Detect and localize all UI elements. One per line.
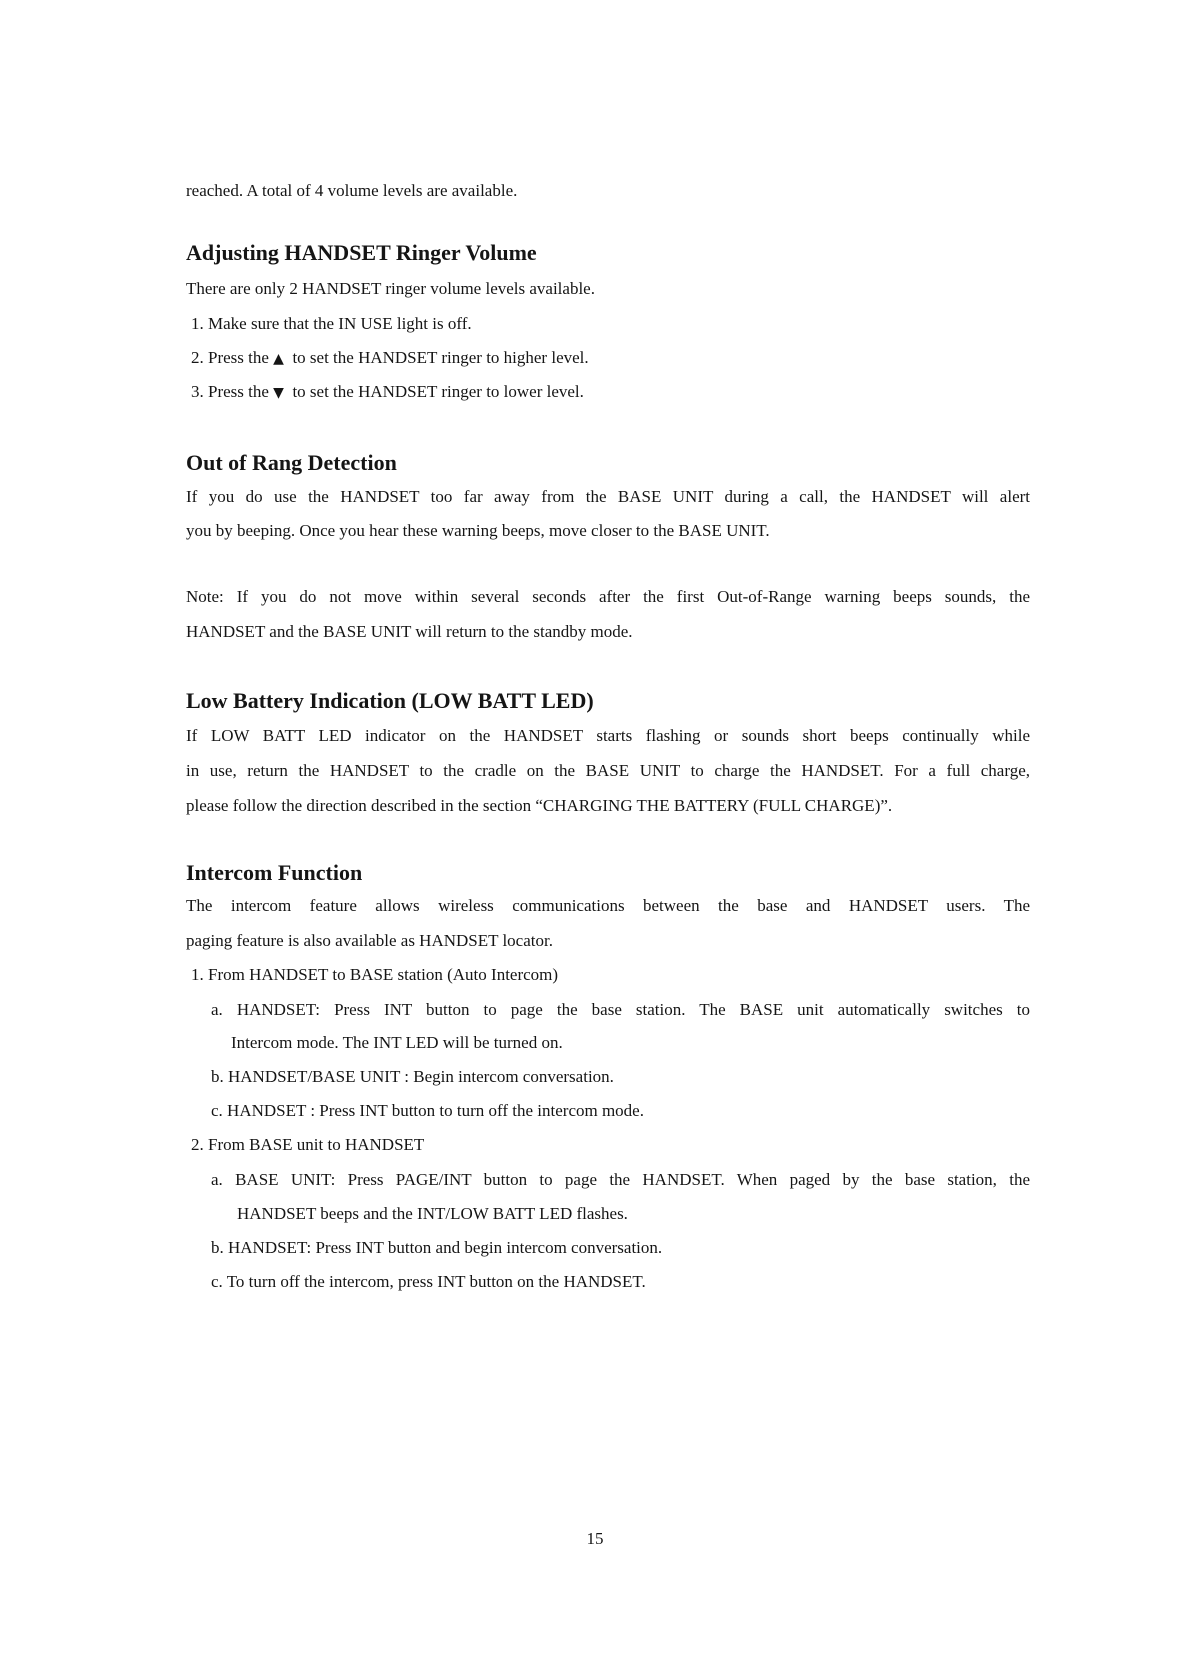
ringer-step-3-pre: 3. Press the xyxy=(191,382,274,401)
intro-line: reached. A total of 4 volume levels are available. xyxy=(186,181,518,200)
intercom-item-2: 2. From BASE unit to HANDSET xyxy=(191,1135,425,1154)
intercom-item-2a-line-2: HANDSET beeps and the INT/LOW BATT LED flashes. xyxy=(237,1204,628,1223)
ringer-step-2 xyxy=(191,349,589,366)
range-line-1: If you do use the HANDSET too far away from the BASE UNIT during a call, the HANDSET will alert xyxy=(186,487,1030,506)
intercom-line-1: The intercom feature allows wireless communications between the base and HANDSET users. The xyxy=(186,896,1030,915)
section-title-intercom: Intercom Function xyxy=(186,860,363,885)
intercom-item-2c: c. To turn off the intercom, press INT button on the HANDSET. xyxy=(211,1272,646,1291)
section-title-ringer: Adjusting HANDSET Ringer Volume xyxy=(186,240,537,265)
intercom-item-1b: b. HANDSET/BASE UNIT : Begin intercom conversation. xyxy=(211,1067,614,1086)
range-note-1: Note: If you do not move within several seconds after the first Out-of-Range warning beeps sounds, the xyxy=(186,587,1030,606)
intercom-item-1: 1. From HANDSET to BASE station (Auto Intercom) xyxy=(191,965,559,984)
battery-line-2: in use, return the HANDSET to the cradle on the BASE UNIT to charge the HANDSET. For a full charge, xyxy=(186,761,1030,780)
intercom-item-2b: b. HANDSET: Press INT button and begin intercom conversation. xyxy=(211,1238,663,1257)
ringer-step-3 xyxy=(191,383,584,400)
intercom-item-2a-line-1: a. BASE UNIT: Press PAGE/INT button to page the HANDSET. When paged by the base station, the xyxy=(211,1170,1030,1189)
page-number: 15 xyxy=(586,1529,604,1548)
down-arrow-icon: ▼ xyxy=(273,385,284,401)
ringer-step-3-post: to set the HANDSET ringer to lower level. xyxy=(283,382,584,401)
intercom-item-1c: c. HANDSET : Press INT button to turn off the intercom mode. xyxy=(211,1101,644,1120)
ringer-step-2-pre: 2. Press the xyxy=(191,348,274,367)
intercom-item-1a-line-1: a. HANDSET: Press INT button to page the base station. The BASE unit automatically switches to xyxy=(211,1000,1030,1019)
range-note-2: HANDSET and the BASE UNIT will return to the standby mode. xyxy=(186,622,633,641)
ringer-step-2-post: to set the HANDSET ringer to higher level. xyxy=(283,348,589,367)
intercom-line-2: paging feature is also available as HANDSET locator. xyxy=(186,931,553,950)
ringer-intro: There are only 2 HANDSET ringer volume levels available. xyxy=(186,279,595,298)
battery-line-3: please follow the direction described in the section “CHARGING THE BATTERY (FULL CHARGE)”. xyxy=(186,796,893,815)
section-title-battery: Low Battery Indication (LOW BATT LED) xyxy=(186,688,594,713)
intercom-item-1a-line-2: Intercom mode. The INT LED will be turned on. xyxy=(231,1033,563,1052)
up-arrow-icon: ▲ xyxy=(273,351,284,367)
ringer-step-1: 1. Make sure that the IN USE light is off. xyxy=(191,314,472,333)
section-title-range: Out of Rang Detection xyxy=(186,450,397,475)
battery-line-1: If LOW BATT LED indicator on the HANDSET starts flashing or sounds short beeps continually while xyxy=(186,726,1030,745)
range-line-2: you by beeping. Once you hear these warning beeps, move closer to the BASE UNIT. xyxy=(186,521,770,540)
